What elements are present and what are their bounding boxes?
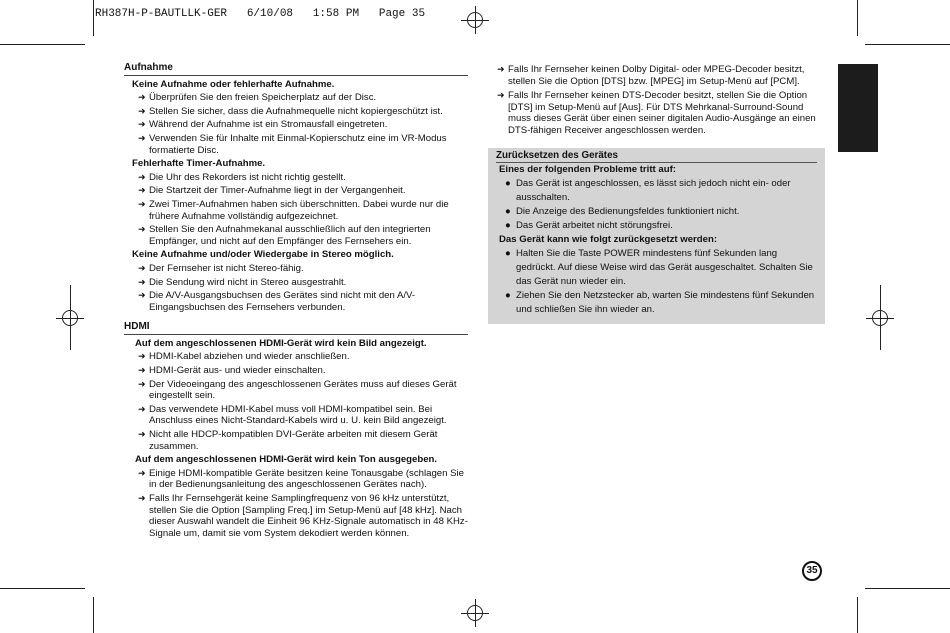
list-item: ➜ HDMI-Kabel abziehen und wieder anschließen.: [138, 351, 350, 363]
arrow-bullet-icon: ➜: [138, 185, 146, 196]
list-item: ➜ Falls Ihr Fernsehgerät keine Samplingfrequenz von 96 kHz unterstützt, stellen Sie die Option [Sampling Freq.] im Setup-Menü auf [48 kHz]. Nach dieser Auswahl wandelt die Einheit 96 KHz-Signale automatisch in 48 KHz-Signale um, damit sie vom System dekodiert werden können.: [138, 493, 468, 539]
list-item: ➜ Das verwendete HDMI-Kabel muss voll HDMI-kompatibel sein. Bei Anschluss eines Nicht-Standard-Kabels wird u. U. kein Bild angezeigt.: [138, 403, 447, 427]
list-item: ➜ Stellen Sie den Aufnahmekanal ausschließlich auf den integrierten Empfänger, und nicht auf den Empfänger des Fernsehers ein.: [138, 224, 431, 247]
crop-mark: [865, 44, 950, 45]
list-item: ➜ Stellen Sie sicher, dass die Aufnahmequelle nicht kopiergeschützt ist.: [138, 105, 443, 117]
problems-heading: Eines der folgenden Probleme tritt auf:: [499, 164, 676, 175]
list-item: ➜ HDMI-Gerät aus- und wieder einschalten.: [138, 365, 326, 377]
group-heading: Auf dem angeschlossenen HDMI-Gerät wird kein Bild angezeigt.: [135, 337, 427, 349]
list-item: ➜ Verwenden Sie für Inhalte mit Einmal-Kopierschutz eine im VR-Modus formatierte Disc.: [138, 132, 447, 156]
list-item: ➜ Der Fernseher ist nicht Stereo-fähig.: [138, 262, 304, 274]
arrow-bullet-icon: ➜: [138, 224, 146, 235]
arrow-bullet-icon: ➜: [138, 378, 146, 389]
arrow-bullet-icon: ➜: [138, 276, 146, 287]
registration-mark-icon: [461, 6, 489, 34]
dot-bullet-icon: ●: [505, 220, 511, 231]
arrow-bullet-icon: ➜: [138, 92, 146, 103]
arrow-bullet-icon: ➜: [138, 351, 146, 362]
dot-bullet-icon: ●: [505, 290, 511, 301]
section-title-hdmi: HDMI: [124, 321, 468, 335]
section-title-aufnahme: Aufnahme: [124, 62, 468, 76]
arrow-bullet-icon: ➜: [497, 64, 505, 74]
right-column: [497, 64, 825, 139]
group-heading: Auf dem angeschlossenen HDMI-Gerät wird kein Ton ausgegeben.: [135, 454, 438, 466]
crop-mark: [865, 588, 950, 589]
list-item: ➜ Der Videoeingang des angeschlossenen Gerätes muss auf dieses Gerät eingestellt sein.: [138, 378, 457, 402]
list-item: ● Halten Sie die Taste POWER mindestens fünf Sekunden lang gedrückt. Auf diese Weise wird das Gerät ausgeschaltet. Schalten Sie das Gerät nun wieder ein.: [505, 248, 813, 287]
list-item: ➜ Falls Ihr Fernseher keinen DTS-Decoder besitzt, stellen Sie die Option [DTS] im Setup-Menü auf [Aus]. Für DTS Mehrkanal-Surround-Sound muss dieses Gerät über einen seiner digitalen Audio-Ausgänge an einen DTS-fähigen Receiver angeschlossen werden.: [497, 90, 816, 136]
group-heading: Fehlerhafte Timer-Aufnahme.: [132, 158, 266, 170]
reset-title: Zurücksetzen des Gerätes: [496, 150, 817, 163]
crop-mark: [93, 0, 94, 36]
crop-mark: [857, 0, 858, 36]
dot-bullet-icon: ●: [505, 206, 511, 217]
left-column: [124, 62, 468, 541]
print-slug: RH387H-P-BAUTLLK-GER 6/10/08 1:58 PM Page 35: [95, 8, 426, 20]
arrow-bullet-icon: ➜: [138, 105, 146, 116]
crop-mark: [0, 44, 85, 45]
list-item: ➜ Einige HDMI-kompatible Geräte besitzen keine Tonausgabe (schlagen Sie in der Bedienungsanleitung des angeschlossenen Gerätes nach).: [138, 467, 464, 491]
list-item: ➜ Während der Aufnahme ist ein Stromausfall eingetreten.: [138, 119, 388, 131]
crop-mark: [880, 285, 881, 350]
list-item: ➜ Zwei Timer-Aufnahmen haben sich überschnitten. Dabei wurde nur die frühere Aufnahme vollständig aufgezeichnet.: [138, 198, 449, 222]
arrow-bullet-icon: ➜: [138, 119, 146, 130]
page-number: 35: [802, 561, 822, 581]
arrow-bullet-icon: ➜: [138, 403, 146, 414]
list-item: ● Die Anzeige des Bedienungsfeldes funktioniert nicht.: [505, 206, 740, 217]
list-item: ➜ Falls Ihr Fernseher keinen Dolby Digital- oder MPEG-Decoder besitzt, stellen Sie die Option [DTS] bzw. [MPEG] im Setup-Menü auf [PCM].: [497, 64, 805, 87]
list-item: ➜ Die A/V-Ausgangsbuchsen des Gerätes sind nicht mit den A/V-Eingangsbuchsen des Fernsehers verbunden.: [138, 290, 416, 313]
list-item: ● Das Gerät arbeitet nicht störungsfrei.: [505, 220, 673, 231]
list-item: ● Das Gerät ist angeschlossen, es lässt sich jedoch nicht ein- oder ausschalten.: [505, 178, 791, 203]
group-heading: Keine Aufnahme oder fehlerhafte Aufnahme.: [132, 78, 335, 90]
arrow-bullet-icon: ➜: [497, 90, 505, 101]
list-item: ➜ Die Uhr des Rekorders ist nicht richtig gestellt.: [138, 171, 346, 183]
crop-mark: [0, 588, 85, 589]
crop-mark: [93, 597, 94, 633]
list-item: ➜ Überprüfen Sie den freien Speicherplatz auf der Disc.: [138, 92, 377, 104]
arrow-bullet-icon: ➜: [138, 198, 146, 209]
arrow-bullet-icon: ➜: [138, 365, 146, 376]
arrow-bullet-icon: ➜: [138, 290, 146, 301]
crop-mark: [70, 285, 71, 350]
dot-bullet-icon: ●: [505, 248, 511, 259]
arrow-bullet-icon: ➜: [138, 429, 146, 440]
list-item: ➜ Die Startzeit der Timer-Aufnahme liegt in der Vergangenheit.: [138, 185, 406, 197]
crop-mark: [857, 597, 858, 633]
list-item: ● Ziehen Sie den Netzstecker ab, warten Sie mindestens fünf Sekunden und schließen Sie ihn wieder an.: [505, 290, 815, 315]
reset-panel: [488, 148, 825, 324]
arrow-bullet-icon: ➜: [138, 262, 146, 273]
chapter-tab: [838, 64, 878, 152]
steps-heading: Das Gerät kann wie folgt zurückgesetzt werden:: [499, 234, 718, 245]
arrow-bullet-icon: ➜: [138, 467, 146, 478]
dot-bullet-icon: ●: [505, 178, 511, 189]
list-item: ➜ Die Sendung wird nicht in Stereo ausgestrahlt.: [138, 276, 347, 288]
list-item: ➜ Nicht alle HDCP-kompatiblen DVI-Geräte arbeiten mit diesem Gerät zusammen.: [138, 429, 438, 452]
group-heading: Keine Aufnahme und/oder Wiedergabe in Stereo möglich.: [132, 249, 394, 261]
arrow-bullet-icon: ➜: [138, 132, 146, 143]
registration-mark-icon: [461, 599, 489, 627]
arrow-bullet-icon: ➜: [138, 171, 146, 182]
arrow-bullet-icon: ➜: [138, 493, 146, 503]
